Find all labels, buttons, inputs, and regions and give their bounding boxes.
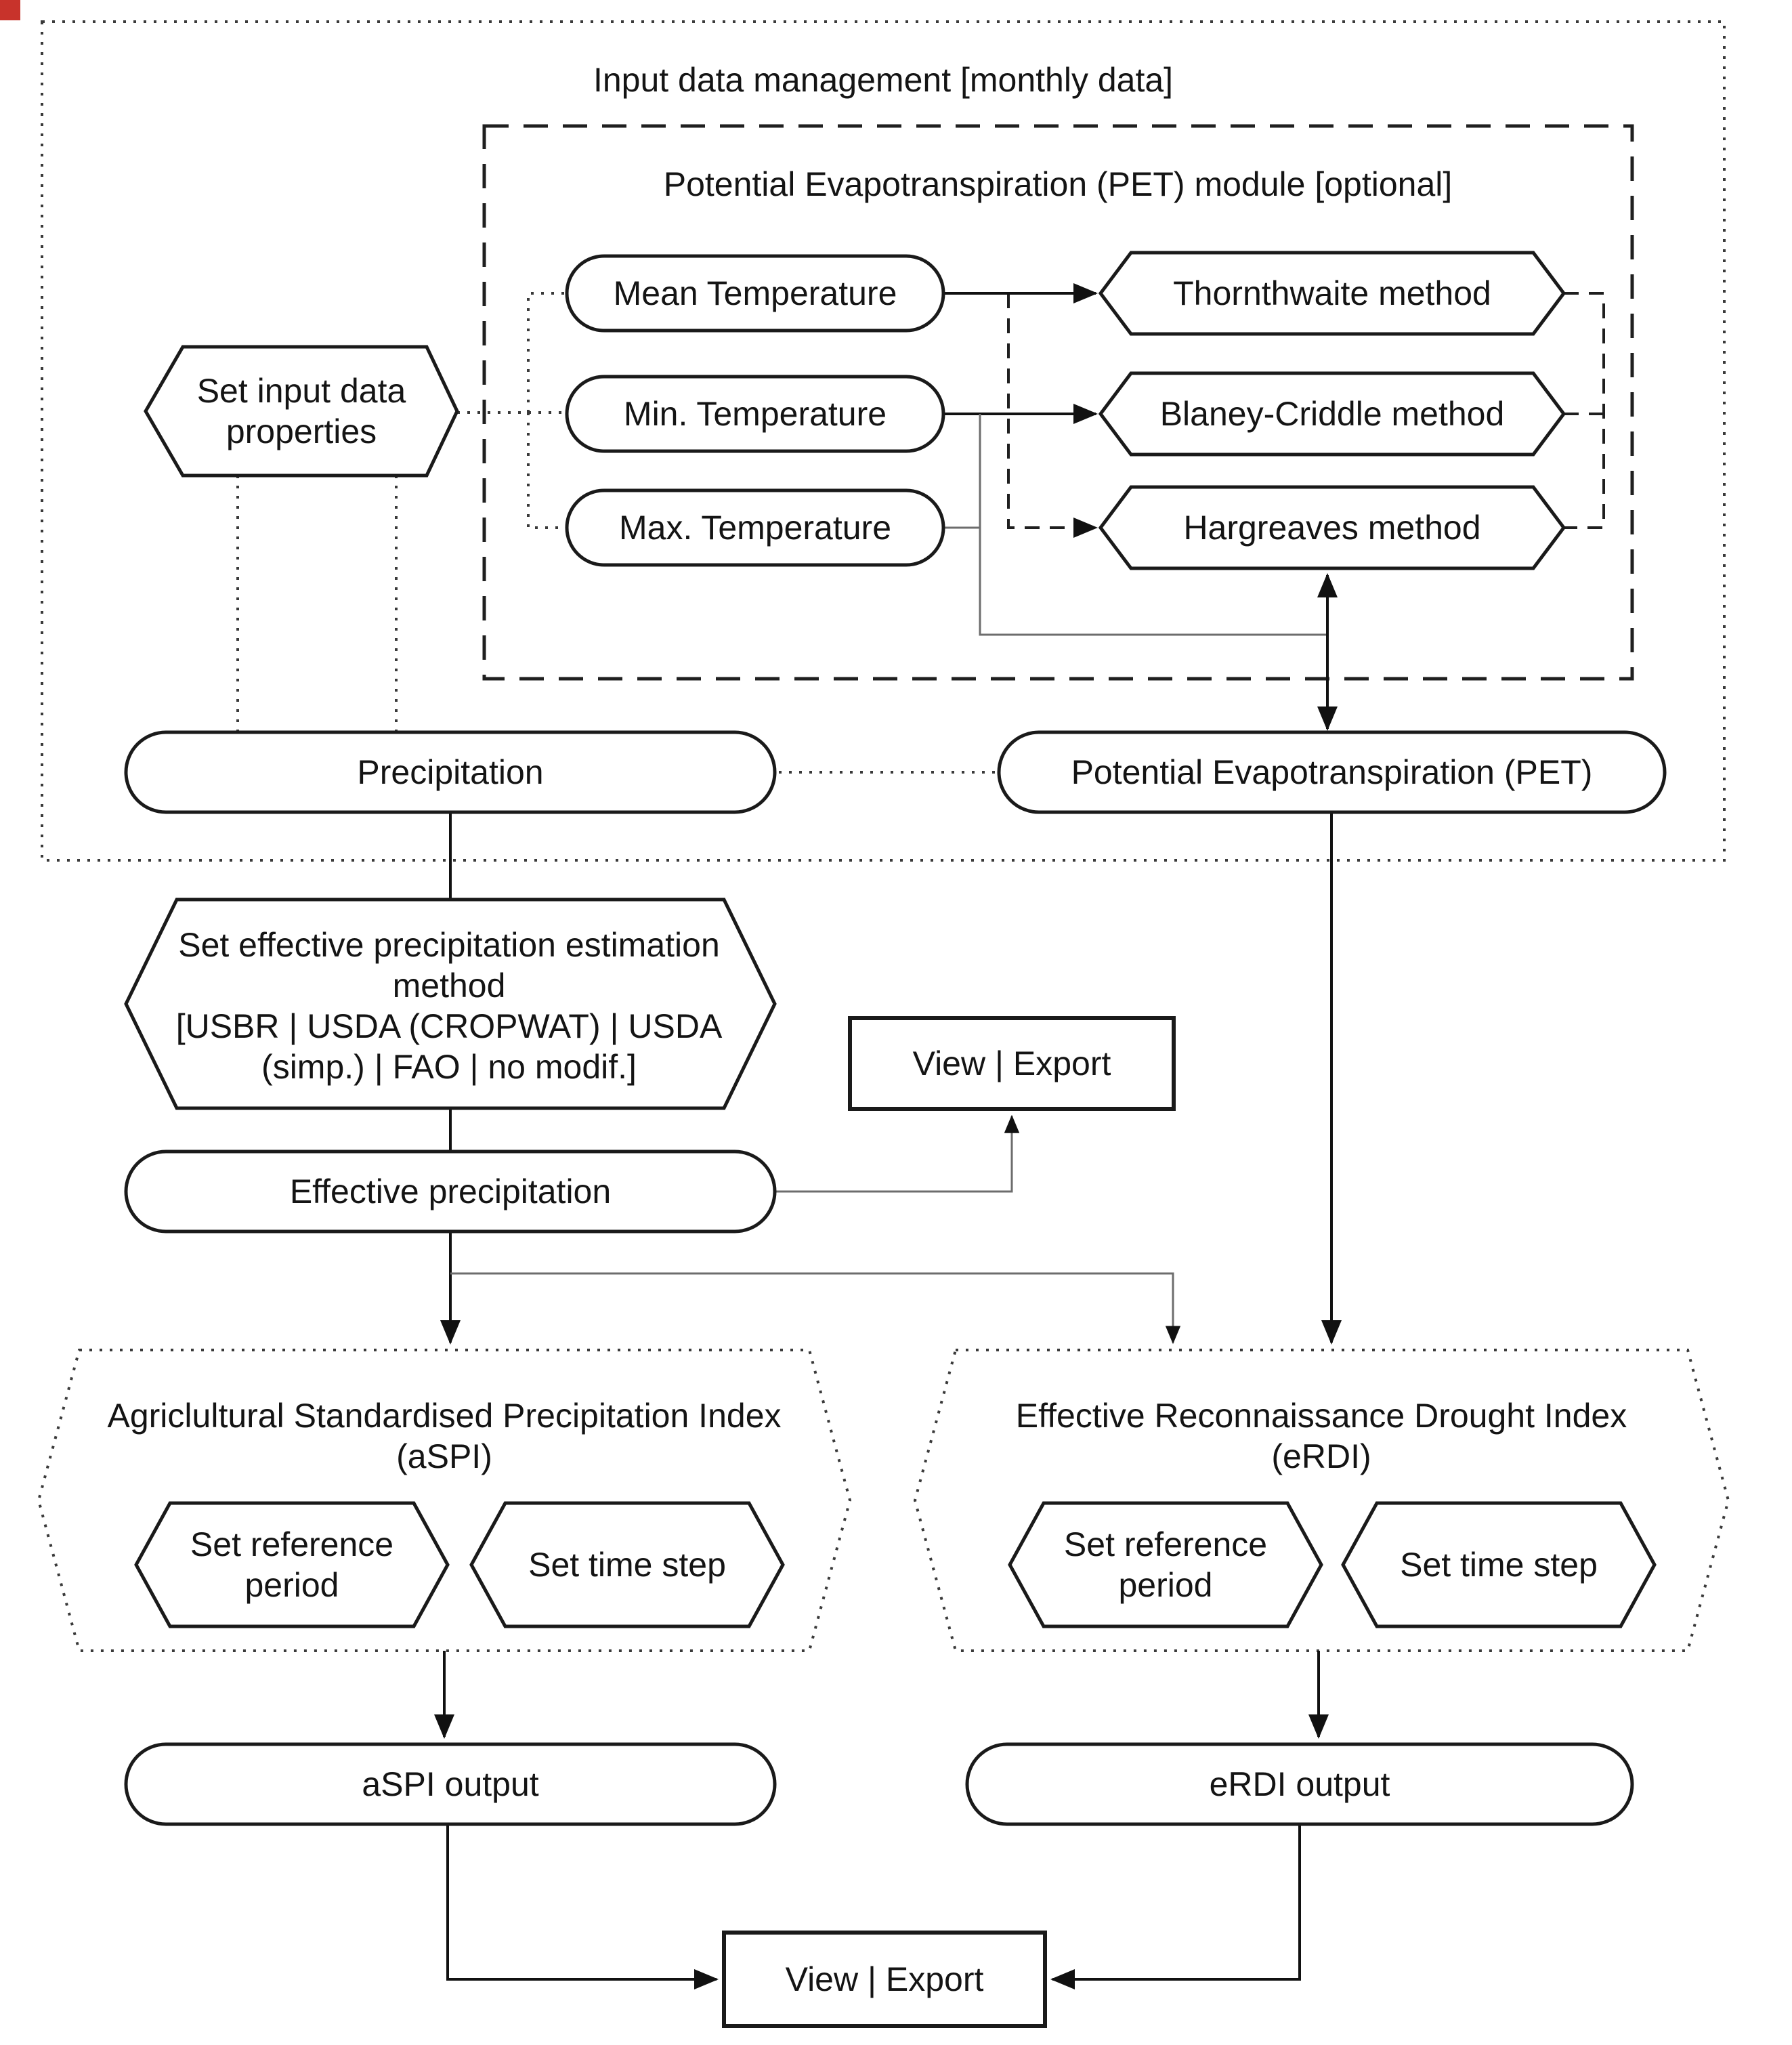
effective-precipitation-label: Effective precipitation — [289, 1173, 612, 1210]
max-temperature-label: Max. Temperature — [618, 509, 892, 547]
aspi-set-timestep-label: Set time step — [528, 1546, 726, 1584]
aspi-abbr: (aSPI) — [396, 1437, 492, 1475]
aspi-set-reference-label: Set reference period — [190, 1525, 394, 1604]
connector-setinput-to-maxtemp — [528, 413, 567, 528]
pet-output-label: Potential Evapotranspiration (PET) — [1071, 753, 1593, 791]
view-export-bottom-label: View | Export — [785, 1960, 984, 1998]
hargreaves-method-label: Hargreaves method — [1183, 509, 1481, 547]
min-temperature-label: Min. Temperature — [623, 395, 887, 433]
input-management-title: Input data management [monthly data] — [593, 61, 1174, 99]
aspi-title — [24, 1392, 864, 1480]
erdi-set-reference-label: Set reference period — [1063, 1525, 1268, 1604]
blaney-criddle-method-label: Blaney-Criddle method — [1159, 395, 1505, 433]
erdi-output-label: eRDI output — [1209, 1765, 1390, 1803]
aspi-output-label: aSPI output — [362, 1765, 539, 1803]
set-effective-method-line2: [USBR | USDA (CROPWAT) | USDA (simp.) | FAO | no modif.] — [175, 1007, 723, 1086]
thornthwaite-method-label: Thornthwaite method — [1173, 274, 1491, 312]
aspi-title-line: Agriclultural Standardised Precipitation Index — [107, 1397, 782, 1435]
connector-meantemp-to-hargreaves — [1008, 293, 1096, 528]
connector-effectiveprecip-to-viewexport — [775, 1116, 1012, 1192]
erdi-set-timestep-label: Set time step — [1400, 1546, 1598, 1584]
connector-effectiveprecip-to-erdi — [450, 1273, 1173, 1343]
set-effective-method-label — [131, 908, 767, 1104]
set-input-properties-label: Set input data properties — [196, 372, 406, 450]
view-export-top-label: View | Export — [912, 1045, 1111, 1082]
precipitation-label: Precipitation — [357, 753, 544, 791]
erdi-title-line: Effective Reconnaissance Drought Index — [1015, 1397, 1627, 1435]
pet-module-title: Potential Evapotranspiration (PET) module [optional] — [663, 165, 1453, 203]
erdi-abbr: (eRDI) — [1271, 1437, 1371, 1475]
connector-setinput-to-meantemp — [528, 293, 567, 413]
erdi-title — [901, 1392, 1741, 1480]
mean-temperature-label: Mean Temperature — [613, 274, 897, 312]
set-effective-method-line1: Set effective precipitation estimation method — [178, 926, 720, 1005]
connector-erdioutput-to-viewexport — [1052, 1824, 1300, 1979]
connector-methods-output-dashed — [1564, 293, 1604, 528]
connector-aspioutput-to-viewexport — [448, 1824, 717, 1979]
